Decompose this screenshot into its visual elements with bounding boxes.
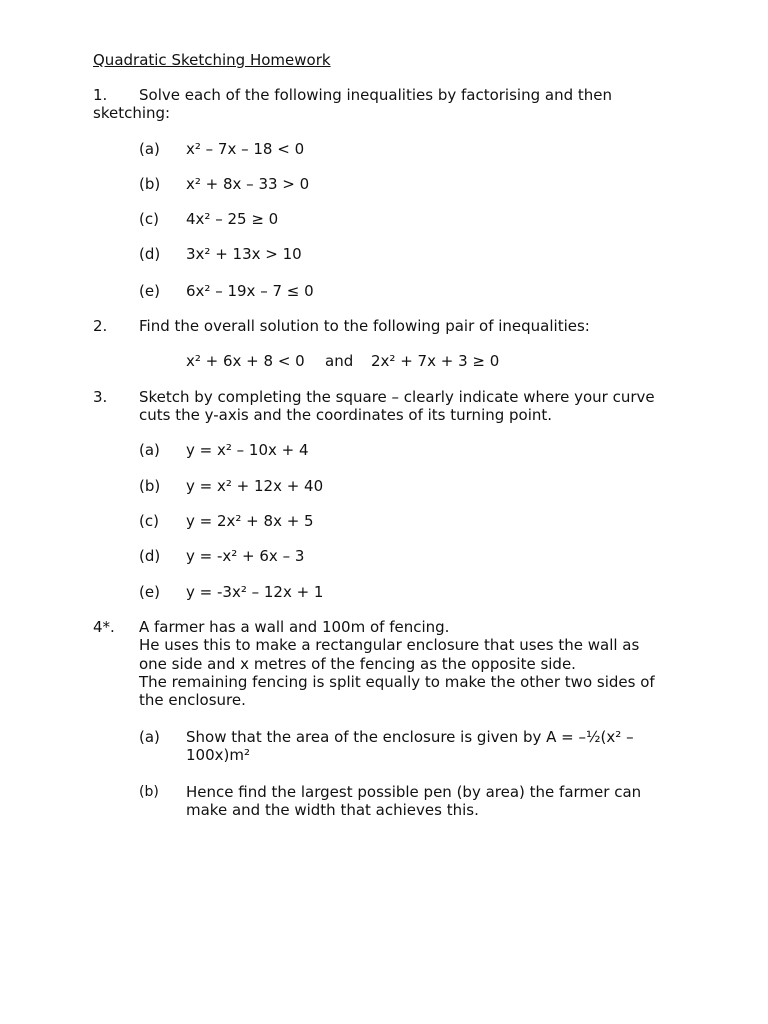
question-text-line: Sketch by completing the square – clearly indicate where your curve	[139, 388, 655, 406]
part-label: (c)	[139, 210, 159, 228]
inequality: x² – 7x – 18 < 0	[186, 140, 305, 158]
part-text-line: Hence find the largest possible pen (by area) the farmer can	[186, 783, 642, 801]
question-number: 1.	[93, 86, 108, 104]
part-label: (c)	[139, 512, 159, 530]
equation: y = -x² + 6x – 3	[186, 547, 305, 565]
question-text-line: sketching:	[93, 104, 171, 122]
equation: y = x² – 10x + 4	[186, 441, 309, 459]
inequality: 3x² + 13x > 10	[186, 245, 302, 263]
inequality: x² + 6x + 8 < 0	[186, 352, 305, 370]
question-text-line: He uses this to make a rectangular enclosure that uses the wall as	[139, 636, 640, 654]
question-text-line: cuts the y-axis and the coordinates of its turning point.	[139, 406, 553, 424]
inequality: 6x² – 19x – 7 ≤ 0	[186, 282, 314, 300]
part-text-line: 100x)m²	[186, 746, 250, 764]
question-text-line: The remaining fencing is split equally to make the other two sides of	[139, 673, 655, 691]
question-text-line: the enclosure.	[139, 691, 246, 709]
inequality: x² + 8x – 33 > 0	[186, 175, 310, 193]
part-label: (b)	[139, 784, 159, 800]
inequality: 4x² – 25 ≥ 0	[186, 210, 279, 228]
connector-text: and	[325, 352, 354, 370]
question-text-line: one side and x metres of the fencing as the opposite side.	[139, 655, 576, 673]
equation: y = x² + 12x + 40	[186, 477, 324, 495]
part-label: (d)	[139, 547, 161, 565]
equation: y = -3x² – 12x + 1	[186, 583, 324, 601]
part-label: (b)	[139, 477, 161, 495]
part-label: (a)	[139, 728, 160, 746]
part-text-line: make and the width that achieves this.	[186, 801, 479, 819]
page-title: Quadratic Sketching Homework	[93, 51, 331, 69]
part-text-line: Show that the area of the enclosure is given by A = –½(x² –	[186, 728, 634, 746]
part-label: (b)	[139, 175, 161, 193]
question-text-line: Find the overall solution to the following pair of inequalities:	[139, 317, 590, 335]
part-label: (d)	[139, 245, 161, 263]
part-label: (a)	[139, 441, 160, 459]
question-text-line: A farmer has a wall and 100m of fencing.	[139, 618, 450, 636]
question-number: 4*.	[93, 618, 115, 636]
equation: y = 2x² + 8x + 5	[186, 512, 314, 530]
inequality: 2x² + 7x + 3 ≥ 0	[371, 352, 500, 370]
question-number: 3.	[93, 388, 108, 406]
part-label: (e)	[139, 282, 160, 300]
part-label: (e)	[139, 583, 160, 601]
question-number: 2.	[93, 317, 108, 335]
part-label: (a)	[139, 140, 160, 158]
question-text-line: Solve each of the following inequalities by factorising and then	[139, 86, 612, 104]
